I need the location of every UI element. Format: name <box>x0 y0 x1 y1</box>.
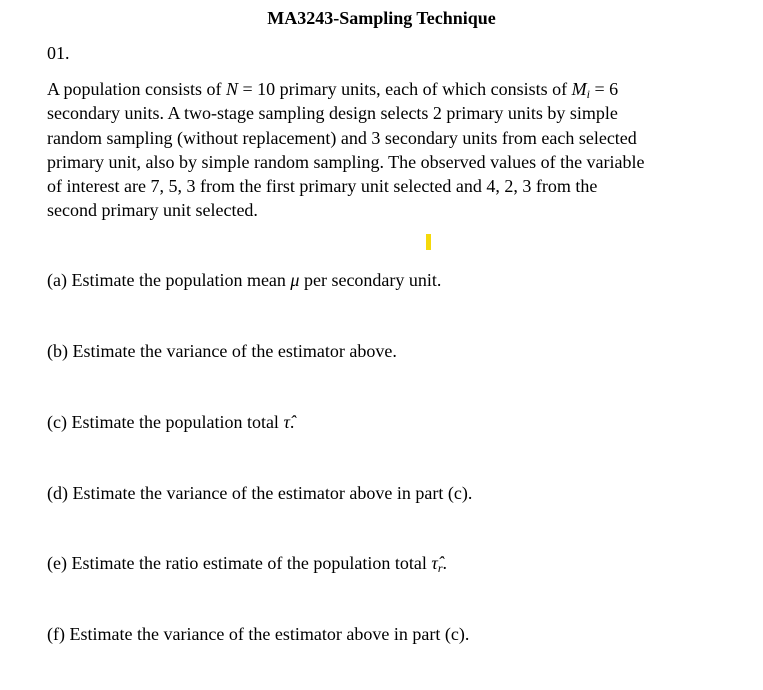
part-b: (b) Estimate the variance of the estimator above. <box>47 341 397 361</box>
intro-text: = 6 <box>589 79 619 99</box>
part-a-text: (a) Estimate the population mean <box>47 270 291 290</box>
intro-line-1 <box>47 77 747 101</box>
part-c-text-end: . <box>289 412 295 432</box>
part-e-text-end: . <box>442 553 448 573</box>
part-f: (f) Estimate the variance of the estimator above in part (c). <box>47 624 470 644</box>
part-a <box>47 268 441 292</box>
page-title: MA3243-Sampling Technique <box>267 8 496 28</box>
intro-text: A population consists of <box>47 79 226 99</box>
intro-line-3: random sampling (without replacement) and 3 secondary units from each selected <box>47 127 637 148</box>
intro-line-4: primary unit, also by simple random sampling. The observed values of the variable <box>47 151 645 172</box>
symbol-tau-hat-r: τ̂ <box>431 553 438 573</box>
part-c <box>47 410 294 434</box>
symbol-tau-hat: τ̂ <box>283 412 290 432</box>
part-e <box>47 551 447 575</box>
intro-line-6: second primary unit selected. <box>47 200 258 221</box>
symbol-tau-hat-r-subscript: r <box>437 561 443 575</box>
symbol-M-subscript: i <box>586 87 590 101</box>
symbol-N: N <box>226 79 239 99</box>
part-d: (d) Estimate the variance of the estimator above in part (c). <box>47 483 473 503</box>
intro-line-5: of interest are 7, 5, 3 from the first primary unit selected and 4, 2, 3 from the <box>47 176 598 197</box>
part-a-text-end: per secondary unit. <box>299 270 442 290</box>
symbol-mu: μ <box>290 270 300 290</box>
question-number: 01. <box>47 43 70 63</box>
part-e-text: (e) Estimate the ratio estimate of the population total <box>47 553 432 573</box>
question-intro <box>47 77 747 223</box>
intro-text: = 10 primary units, each of which consists of <box>238 79 572 99</box>
text-cursor <box>426 234 431 250</box>
part-c-text: (c) Estimate the population total <box>47 412 284 432</box>
intro-line-2: secondary units. A two-stage sampling design selects 2 primary units by simple <box>47 103 618 124</box>
symbol-M: M <box>571 79 587 99</box>
